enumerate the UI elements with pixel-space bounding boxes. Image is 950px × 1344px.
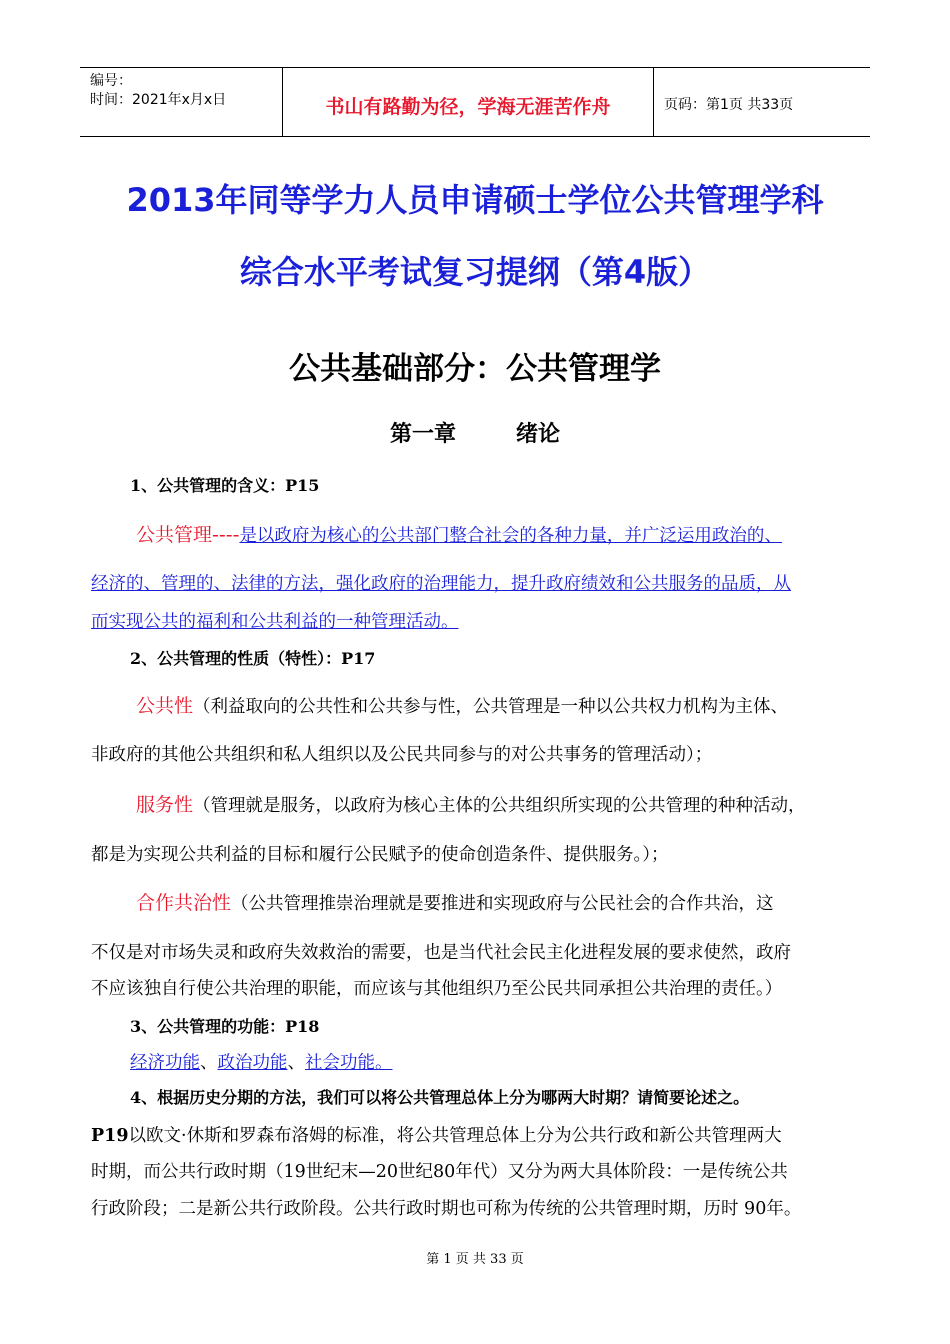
q2-p2-term: 服务性 — [136, 794, 194, 816]
doc-title-line1: 2013年同等学力人员申请硕士学位公共管理学科 — [126, 181, 824, 219]
chapter-number: 第一章 — [389, 422, 456, 447]
q3-separator: 、 — [287, 1053, 305, 1073]
q2-p3-line2: 不仅是对市场失灵和政府失效救治的需要，也是当代社会民主化进程发展的要求使然，政府 — [91, 943, 791, 963]
q2-p2-line2: 都是为实现公共利益的目标和履行公民赋予的使命创造条件、提供服务。）； — [91, 845, 669, 865]
q2-p1-line2: 非政府的其他公共组织和私人组织以及公民共同参与的对公共事务的管理活动）； — [91, 745, 713, 765]
q4-line1 — [91, 1122, 871, 1147]
q2-p2-text1: （管理就是服务，以政府为核心主体的公共组织所实现的公共管理的种种活动， — [193, 796, 806, 816]
q4-heading: 4、根据历史分期的方法，我们可以将公共管理总体上分为哪两大时期？请简要论述之。 — [130, 1088, 750, 1107]
q2-p3-line3: 不应该独自行使公共治理的职能，而应该与其他组织乃至公民共同承担公共治理的责任。） — [91, 979, 783, 999]
page-footer: 第 1 页 共 33 页 — [426, 1252, 524, 1267]
q2-p3-line1 — [136, 888, 916, 915]
q4-page-ref: P19 — [91, 1126, 129, 1146]
chapter-title — [0, 417, 950, 448]
q2-heading: 2、公共管理的性质（特性）：P17 — [130, 649, 376, 668]
q1-definition-line1 — [136, 520, 916, 547]
header-meta — [80, 68, 282, 136]
q2-p1-term: 公共性 — [136, 695, 194, 717]
q2-p3-text1: （公共管理推崇治理就是要推进和实现政府与公民社会的合作共治，这 — [231, 894, 774, 914]
q4-text1: 以欧文·休斯和罗森布洛姆的标准，将公共管理总体上分为公共行政和新公共管理两大 — [128, 1126, 782, 1146]
header-motto: 书山有路勤为径，学海无涯苦作舟 — [282, 68, 654, 136]
time-label: 时间：2021年x月x日 — [90, 92, 227, 108]
q2-p1-line1 — [136, 691, 916, 718]
political-function-link[interactable]: 政治功能 — [217, 1053, 288, 1073]
q2-p3-term: 合作共治性 — [136, 892, 232, 914]
number-label: 编号： — [90, 73, 132, 89]
q4-line2: 时期，而公共行政时期（19世纪末—20世纪80年代）又分为两大具体阶段：一是传统公共 — [91, 1162, 788, 1182]
doc-title-line2: 综合水平考试复习提纲（第4版） — [239, 253, 711, 291]
section-title: 公共基础部分：公共管理学 — [289, 351, 661, 387]
q3-separator: 、 — [200, 1053, 218, 1073]
document-header — [80, 67, 870, 137]
economic-function-link[interactable]: 经济功能 — [130, 1053, 200, 1073]
q3-heading: 3、公共管理的功能：P18 — [130, 1017, 320, 1036]
q1-term: 公共管理---- — [136, 524, 240, 546]
q1-def-text2[interactable]: 经济的、管理的、法律的方法，强化政府的治理能力，提升政府绩效和公共服务的品质，从 — [91, 574, 791, 594]
q4-line3: 行政阶段；二是新公共行政阶段。公共行政时期也可称为传统的公共管理时期，历时 90年。 — [91, 1199, 802, 1219]
q1-def-text3[interactable]: 而实现公共的福利和公共利益的一种管理活动。 — [91, 612, 459, 632]
chapter-name: 绪论 — [516, 422, 561, 447]
q1-def-text1[interactable]: 是以政府为核心的公共部门整合社会的各种力量，并广泛运用政治的、 — [239, 526, 782, 546]
q2-p1-text1: （利益取向的公共性和公共参与性，公共管理是一种以公共权力机构为主体、 — [193, 697, 789, 717]
q1-heading: 1、公共管理的含义：P15 — [130, 476, 320, 495]
q3-functions — [130, 1049, 910, 1074]
q2-p2-line1 — [136, 790, 916, 817]
header-page-info: 页码：第1页 共33页 — [664, 97, 794, 113]
social-function-link[interactable]: 社会功能。 — [305, 1053, 393, 1073]
